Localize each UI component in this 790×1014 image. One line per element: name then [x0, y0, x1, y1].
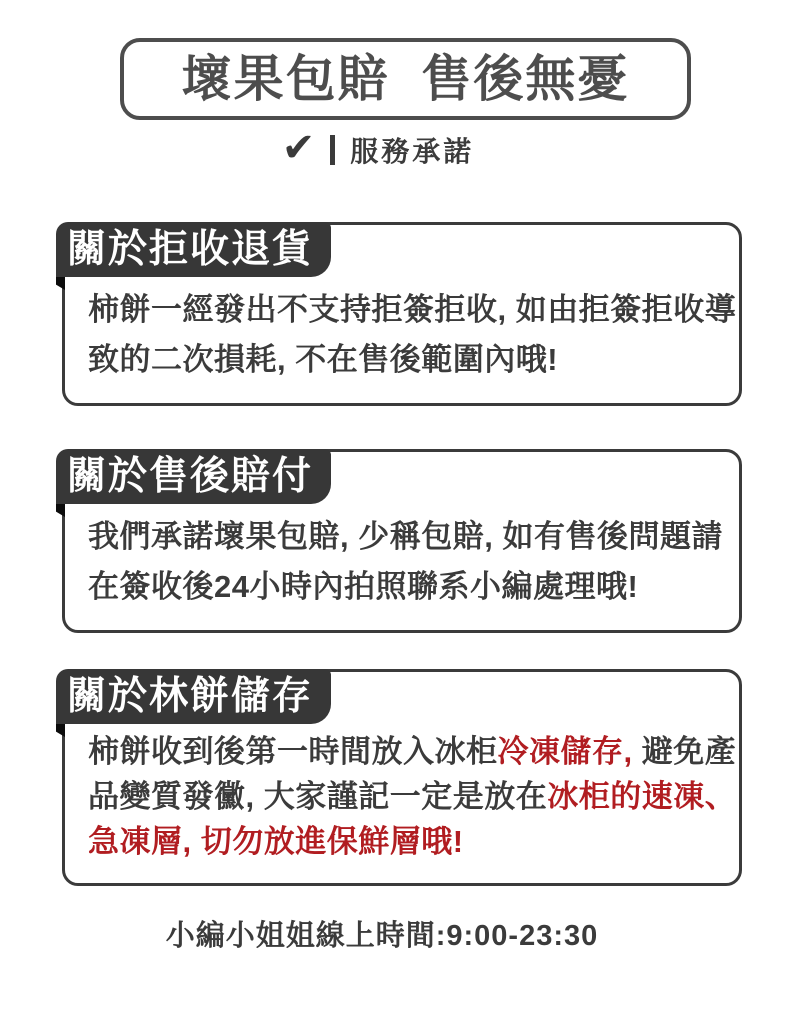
body-text: 柿餅收到後第一時間放入冰柜 [88, 734, 498, 769]
section-tag: 關於售後賠付 [56, 449, 331, 504]
body-line [88, 562, 731, 612]
highlighted-text: 冷凍儲存, [497, 734, 633, 769]
body-line [88, 819, 731, 864]
service-card [62, 449, 742, 633]
section-tag: 關於拒收退貨 [56, 222, 331, 277]
service-promise-label: 服務承諾 [350, 136, 475, 167]
body-line [88, 285, 737, 335]
body-line [88, 335, 731, 385]
body-line [88, 774, 737, 819]
highlighted-text: 冰柜的速凍、 [547, 779, 737, 814]
online-hours-text: 小編小姐姐線上時間:9:00-23:30 [165, 920, 599, 952]
body-text: 柿餅一經發出不支持拒簽拒收, 如由拒簽拒收導 [88, 292, 737, 327]
section-body [88, 285, 737, 385]
service-card [62, 222, 742, 406]
fold-corner-icon [56, 503, 65, 517]
fold-corner-icon [56, 276, 65, 290]
service-card [62, 669, 742, 886]
service-promise-row [0, 126, 790, 170]
check-icon: ✔ [281, 126, 316, 170]
divider-bar [330, 135, 335, 165]
body-line [88, 729, 737, 774]
section-body [88, 512, 731, 612]
fold-corner-icon [56, 723, 65, 737]
highlighted-text: 急凍層, 切勿放進保鮮層哦! [88, 824, 464, 859]
body-text: 避免產 [632, 734, 737, 769]
guarantee-banner [120, 38, 691, 120]
section-body [88, 729, 737, 864]
body-text: 我們承諾壞果包賠, 少稱包賠, 如有售後問題請 [88, 519, 723, 554]
body-text: 致的二次損耗, 不在售後範圍內哦! [88, 342, 559, 377]
sections [62, 222, 742, 886]
body-text: 品變質發黴, 大家謹記一定是放在 [88, 779, 548, 814]
body-line [88, 512, 731, 562]
banner-title: 壞果包賠 售後無憂 [181, 51, 630, 107]
section-tag: 關於林餅儲存 [56, 669, 331, 724]
body-text: 在簽收後24小時內拍照聯系小編處理哦! [88, 569, 639, 604]
